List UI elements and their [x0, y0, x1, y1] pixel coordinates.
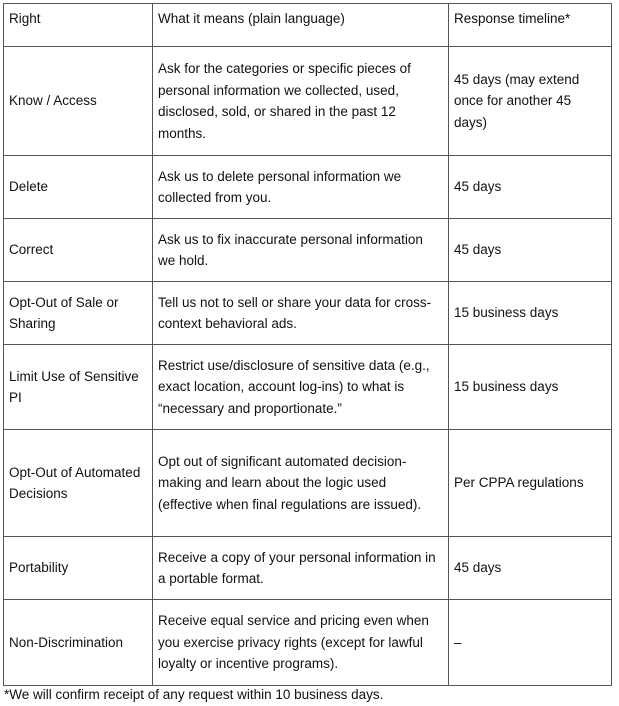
meaning-cell: Ask us to fix inaccurate personal information we hold. — [153, 219, 449, 282]
timeline-cell: – — [449, 600, 612, 686]
timeline-cell: 45 days (may extend once for another 45 days) — [449, 47, 612, 156]
right-cell: Opt-Out of Automated Decisions — [4, 430, 153, 537]
right-cell: Opt-Out of Sale or Sharing — [4, 282, 153, 345]
meaning-cell: Tell us not to sell or share your data for cross-context behavioral ads. — [153, 282, 449, 345]
right-cell: Portability — [4, 537, 153, 600]
table-row — [4, 600, 612, 686]
table-row — [4, 156, 612, 219]
table-row — [4, 345, 612, 430]
table-row — [4, 47, 612, 156]
privacy-rights-table — [3, 3, 612, 686]
meaning-cell: Receive a copy of your personal information in a portable format. — [153, 537, 449, 600]
meaning-cell: Ask for the categories or specific pieces of personal information we collected, used, disclosed, sold, or shared in the past 12 months. — [153, 47, 449, 156]
header-right: Right — [4, 4, 153, 47]
meaning-cell: Opt out of significant automated decision-making and learn about the logic used (effective when final regulations are issued). — [153, 430, 449, 537]
meaning-cell: Restrict use/disclosure of sensitive data (e.g., exact location, account log-ins) to what is “necessary and proportionate.” — [153, 345, 449, 430]
timeline-cell: Per CPPA regulations — [449, 430, 612, 537]
table-row — [4, 219, 612, 282]
timeline-cell: 45 days — [449, 537, 612, 600]
meaning-cell: Receive equal service and pricing even when you exercise privacy rights (except for lawful loyalty or incentive programs). — [153, 600, 449, 686]
footnote: *We will confirm receipt of any request within 10 business days. — [4, 687, 384, 702]
right-cell: Know / Access — [4, 47, 153, 156]
timeline-cell: 45 days — [449, 156, 612, 219]
table-row — [4, 282, 612, 345]
right-cell: Limit Use of Sensitive PI — [4, 345, 153, 430]
right-cell: Non-Discrimination — [4, 600, 153, 686]
table-header-row — [4, 4, 612, 47]
timeline-cell: 45 days — [449, 219, 612, 282]
right-cell: Delete — [4, 156, 153, 219]
table-row — [4, 430, 612, 537]
right-cell: Correct — [4, 219, 153, 282]
header-meaning: What it means (plain language) — [153, 4, 449, 47]
header-timeline: Response timeline* — [449, 4, 612, 47]
table-row — [4, 537, 612, 600]
meaning-cell: Ask us to delete personal information we collected from you. — [153, 156, 449, 219]
timeline-cell: 15 business days — [449, 282, 612, 345]
timeline-cell: 15 business days — [449, 345, 612, 430]
